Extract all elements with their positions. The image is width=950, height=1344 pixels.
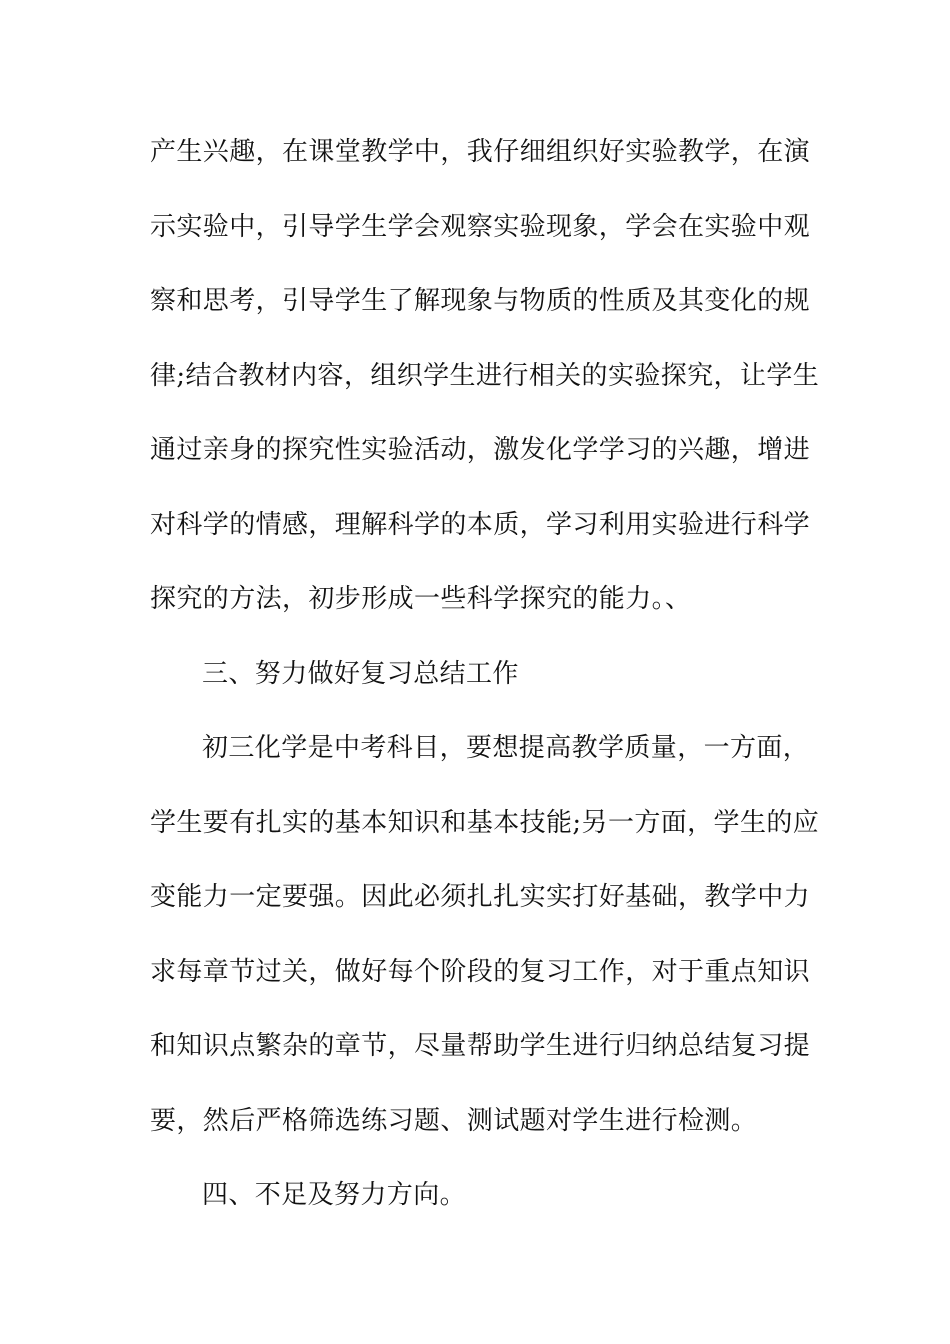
text-line: 学生要有扎实的基本知识和基本技能;另一方面，学生的应 — [150, 807, 820, 838]
section-heading: 三、努力做好复习总结工作 — [202, 658, 519, 689]
text-line: 示实验中，引导学生学会观察实验现象，学会在实验中观 — [150, 211, 811, 242]
text-line: 初三化学是中考科目，要想提高教学质量，一方面， — [202, 733, 810, 763]
text-line: 探究的方法，初步形成一些科学探究的能力。、 — [150, 584, 692, 614]
text-line: 察和思考，引导学生了解现象与物质的性质及其变化的规 — [150, 286, 811, 316]
text-line: 通过亲身的探究性实验活动，激发化学学习的兴趣，增进 — [150, 435, 811, 465]
section-heading: 四、不足及努力方向。 — [202, 1180, 467, 1210]
text-line: 和知识点繁杂的章节，尽量帮助学生进行归纳总结复习提 — [150, 1031, 811, 1061]
text-line: 律;结合教材内容，组织学生进行相关的实验探究，让学生 — [150, 360, 820, 391]
text-line: 产生兴趣，在课堂教学中，我仔细组织好实验教学，在演 — [150, 137, 811, 167]
text-line: 对科学的情感，理解科学的本质，学习利用实验进行科学 — [150, 509, 811, 540]
text-line: 要，然后严格筛选练习题、测试题对学生进行检测。 — [150, 1105, 758, 1136]
text-line: 求每章节过关，做好每个阶段的复习工作，对于重点知识 — [150, 956, 811, 987]
body-text — [150, 126, 820, 1244]
text-line: 变能力一定要强。因此必须扎扎实实打好基础，教学中力 — [150, 882, 811, 912]
